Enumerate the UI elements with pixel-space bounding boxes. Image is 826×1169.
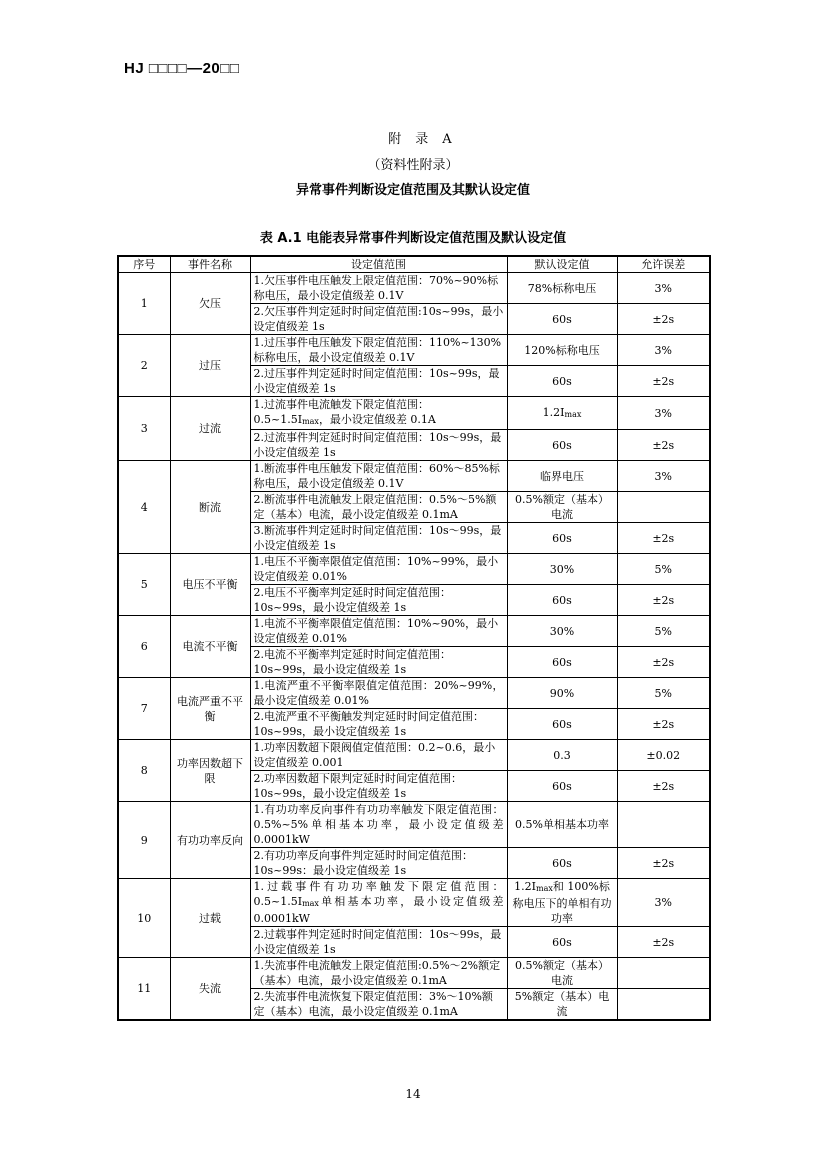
setting-range: 1.电压不平衡率限值定值范围：10%~99%，最小设定值级差 0.01% (250, 554, 507, 585)
setting-range: 2.失流事件电流恢复下限定值范围：3%～10%额定（基本）电流，最小设定值级差 0.1mA (250, 989, 507, 1021)
default-value: 0.5%额定（基本）电流 (507, 492, 617, 523)
event-settings-table (117, 255, 711, 1021)
setting-range: 2.电流不平衡率判定延时时间定值范围：10s~99s，最小设定值级差 1s (250, 647, 507, 678)
event-name: 功率因数超下限 (170, 740, 250, 802)
table-row (118, 273, 710, 304)
range-text: 单相基本功率，最小设定值级差 0.0001kW (253, 895, 504, 925)
default-value: 60s (507, 366, 617, 397)
tolerance: ±2s (617, 523, 710, 554)
event-name: 电流不平衡 (170, 616, 250, 678)
tolerance: 3% (617, 335, 710, 366)
default-value: 60s (507, 709, 617, 740)
tolerance (617, 492, 710, 523)
table-header-row (118, 256, 710, 273)
tolerance: ±2s (617, 771, 710, 802)
default-value: 60s (507, 430, 617, 461)
default-value: 0.5%额定（基本）电流 (507, 958, 617, 989)
table-row (118, 802, 710, 848)
setting-range: 2.过压事件判定延时时间定值范围：10s~99s，最小设定值级差 1s (250, 366, 507, 397)
row-index: 9 (118, 802, 170, 879)
max-subscript: max (302, 417, 319, 426)
setting-range: 2.电流严重不平衡触发判定延时时间定值范围：10s~99s，最小设定值级差 1s (250, 709, 507, 740)
header-tolerance: 允许误差 (617, 256, 710, 273)
tolerance: ±2s (617, 647, 710, 678)
tolerance: 3% (617, 397, 710, 430)
max-subscript: max (564, 409, 582, 419)
default-value: 60s (507, 304, 617, 335)
header-event-name: 事件名称 (170, 256, 250, 273)
row-index: 3 (118, 397, 170, 461)
default-text: 和 100%标称电压下的单相有功功率 (512, 880, 612, 925)
tolerance: 5% (617, 678, 710, 709)
range-text: 1.过载事件有功功率触发下限定值范围：0.5~1.5I (253, 880, 504, 908)
table-row (118, 335, 710, 366)
default-value: 60s (507, 585, 617, 616)
default-value: 60s (507, 523, 617, 554)
event-name: 过载 (170, 879, 250, 958)
page-number: 14 (405, 1087, 421, 1101)
event-name: 断流 (170, 461, 250, 554)
row-index: 4 (118, 461, 170, 554)
setting-range (250, 397, 507, 430)
setting-range: 2.断流事件电流触发上限定值范围：0.5%～5%额定（基本）电流，最小设定值级差 0.1mA (250, 492, 507, 523)
row-index: 2 (118, 335, 170, 397)
tolerance: ±0.02 (617, 740, 710, 771)
table-row (118, 958, 710, 989)
header-index: 序号 (118, 256, 170, 273)
tolerance: ±2s (617, 430, 710, 461)
default-value: 临界电压 (507, 461, 617, 492)
row-index: 10 (118, 879, 170, 958)
row-index: 8 (118, 740, 170, 802)
table-row (118, 616, 710, 647)
setting-range: 1.电流严重不平衡率限值定值范围：20%~99%，最小设定值级差 0.01% (250, 678, 507, 709)
range-text: ，最小设定值级差 0.1A (318, 413, 436, 426)
max-subscript: max (536, 884, 553, 893)
setting-range: 2.有功功率反向事件判定延时时间定值范围：10s~99s：最小设定值级差 1s (250, 848, 507, 879)
row-index: 11 (118, 958, 170, 1021)
default-value: 60s (507, 771, 617, 802)
default-value: 60s (507, 927, 617, 958)
setting-range: 2.欠压事件判定延时时间定值范围:10s~99s，最小设定值级差 1s (250, 304, 507, 335)
tolerance: 3% (617, 879, 710, 927)
default-value: 30% (507, 554, 617, 585)
setting-range: 2.过流事件判定延时时间定值范围：10s～99s，最小设定值级差 1s (250, 430, 507, 461)
tolerance: 3% (617, 273, 710, 304)
default-value: 60s (507, 647, 617, 678)
event-name: 电流严重不平衡 (170, 678, 250, 740)
default-value: 120%标称电压 (507, 335, 617, 366)
event-name: 电压不平衡 (170, 554, 250, 616)
setting-range: 2.过载事件判定延时时间定值范围：10s～99s，最小设定值级差 1s (250, 927, 507, 958)
default-text: 1.2I (514, 880, 536, 893)
table-row (118, 397, 710, 430)
header-default-value: 默认设定值 (507, 256, 617, 273)
row-index: 6 (118, 616, 170, 678)
setting-range: 1.功率因数超下限阀值定值范围：0.2~0.6，最小设定值级差 0.001 (250, 740, 507, 771)
table-row (118, 554, 710, 585)
default-value: 90% (507, 678, 617, 709)
row-index: 5 (118, 554, 170, 616)
setting-range: 1.有功功率反向事件有功功率触发下限定值范围：0.5%~5%单相基本功率，最小设定值级差 0.0001kW (250, 802, 507, 848)
default-value: 5%额定（基本）电流 (507, 989, 617, 1021)
row-index: 7 (118, 678, 170, 740)
setting-range: 1.断流事件电压触发下限定值范围：60%～85%标称电压，最小设定值级差 0.1V (250, 461, 507, 492)
default-value: 78%标称电压 (507, 273, 617, 304)
appendix-title: 附录A (388, 132, 466, 147)
range-text: 1.过流事件电流触发下限定值范围：0.5~1.5I (253, 398, 429, 426)
tolerance: ±2s (617, 709, 710, 740)
default-value: 60s (507, 848, 617, 879)
setting-range: 1.失流事件电流触发上限定值范围:0.5%～2%额定（基本）电流，最小设定值级差 0.1mA (250, 958, 507, 989)
table-row (118, 461, 710, 492)
tolerance: ±2s (617, 304, 710, 335)
setting-range: 1.欠压事件电压触发上限定值范围：70%~90%标称电压，最小设定值级差 0.1V (250, 273, 507, 304)
default-value (507, 397, 617, 430)
setting-range: 1.过压事件电压触发下限定值范围：110%~130%标称电压，最小设定值级差 0.1V (250, 335, 507, 366)
default-text: 1.2I (542, 405, 565, 419)
default-value: 0.5%单相基本功率 (507, 802, 617, 848)
header-setting-range: 设定值范围 (250, 256, 507, 273)
tolerance: 5% (617, 554, 710, 585)
table-row (118, 678, 710, 709)
tolerance (617, 989, 710, 1021)
setting-range: 1.电流不平衡率限值定值范围：10%~90%，最小设定值级差 0.01% (250, 616, 507, 647)
event-name: 过流 (170, 397, 250, 461)
setting-range: 2.功率因数超下限判定延时时间定值范围：10s~99s，最小设定值级差 1s (250, 771, 507, 802)
default-value (507, 879, 617, 927)
tolerance: ±2s (617, 366, 710, 397)
event-name: 有功功率反向 (170, 802, 250, 879)
table-row (118, 740, 710, 771)
tolerance (617, 958, 710, 989)
standard-code-header: HJ □□□□—20□□ (124, 60, 240, 77)
tolerance: ±2s (617, 848, 710, 879)
default-value: 30% (507, 616, 617, 647)
tolerance: 3% (617, 461, 710, 492)
setting-range: 3.断流事件判定延时时间定值范围：10s～99s，最小设定值级差 1s (250, 523, 507, 554)
default-value: 0.3 (507, 740, 617, 771)
tolerance: ±2s (617, 927, 710, 958)
setting-range: 2.电压不平衡率判定延时时间定值范围：10s~99s，最小设定值级差 1s (250, 585, 507, 616)
appendix-subtitle: （资料性附录） (367, 158, 459, 173)
event-name: 失流 (170, 958, 250, 1021)
setting-range (250, 879, 507, 927)
event-name: 过压 (170, 335, 250, 397)
tolerance: ±2s (617, 585, 710, 616)
appendix-description: 异常事件判断设定值范围及其默认设定值 (295, 183, 530, 198)
tolerance (617, 802, 710, 848)
tolerance: 5% (617, 616, 710, 647)
max-subscript: max (302, 899, 319, 908)
row-index: 1 (118, 273, 170, 335)
table-row (118, 879, 710, 927)
event-name: 欠压 (170, 273, 250, 335)
table-caption: 表 A.1 电能表异常事件判断设定值范围及默认设定值 (259, 231, 567, 246)
